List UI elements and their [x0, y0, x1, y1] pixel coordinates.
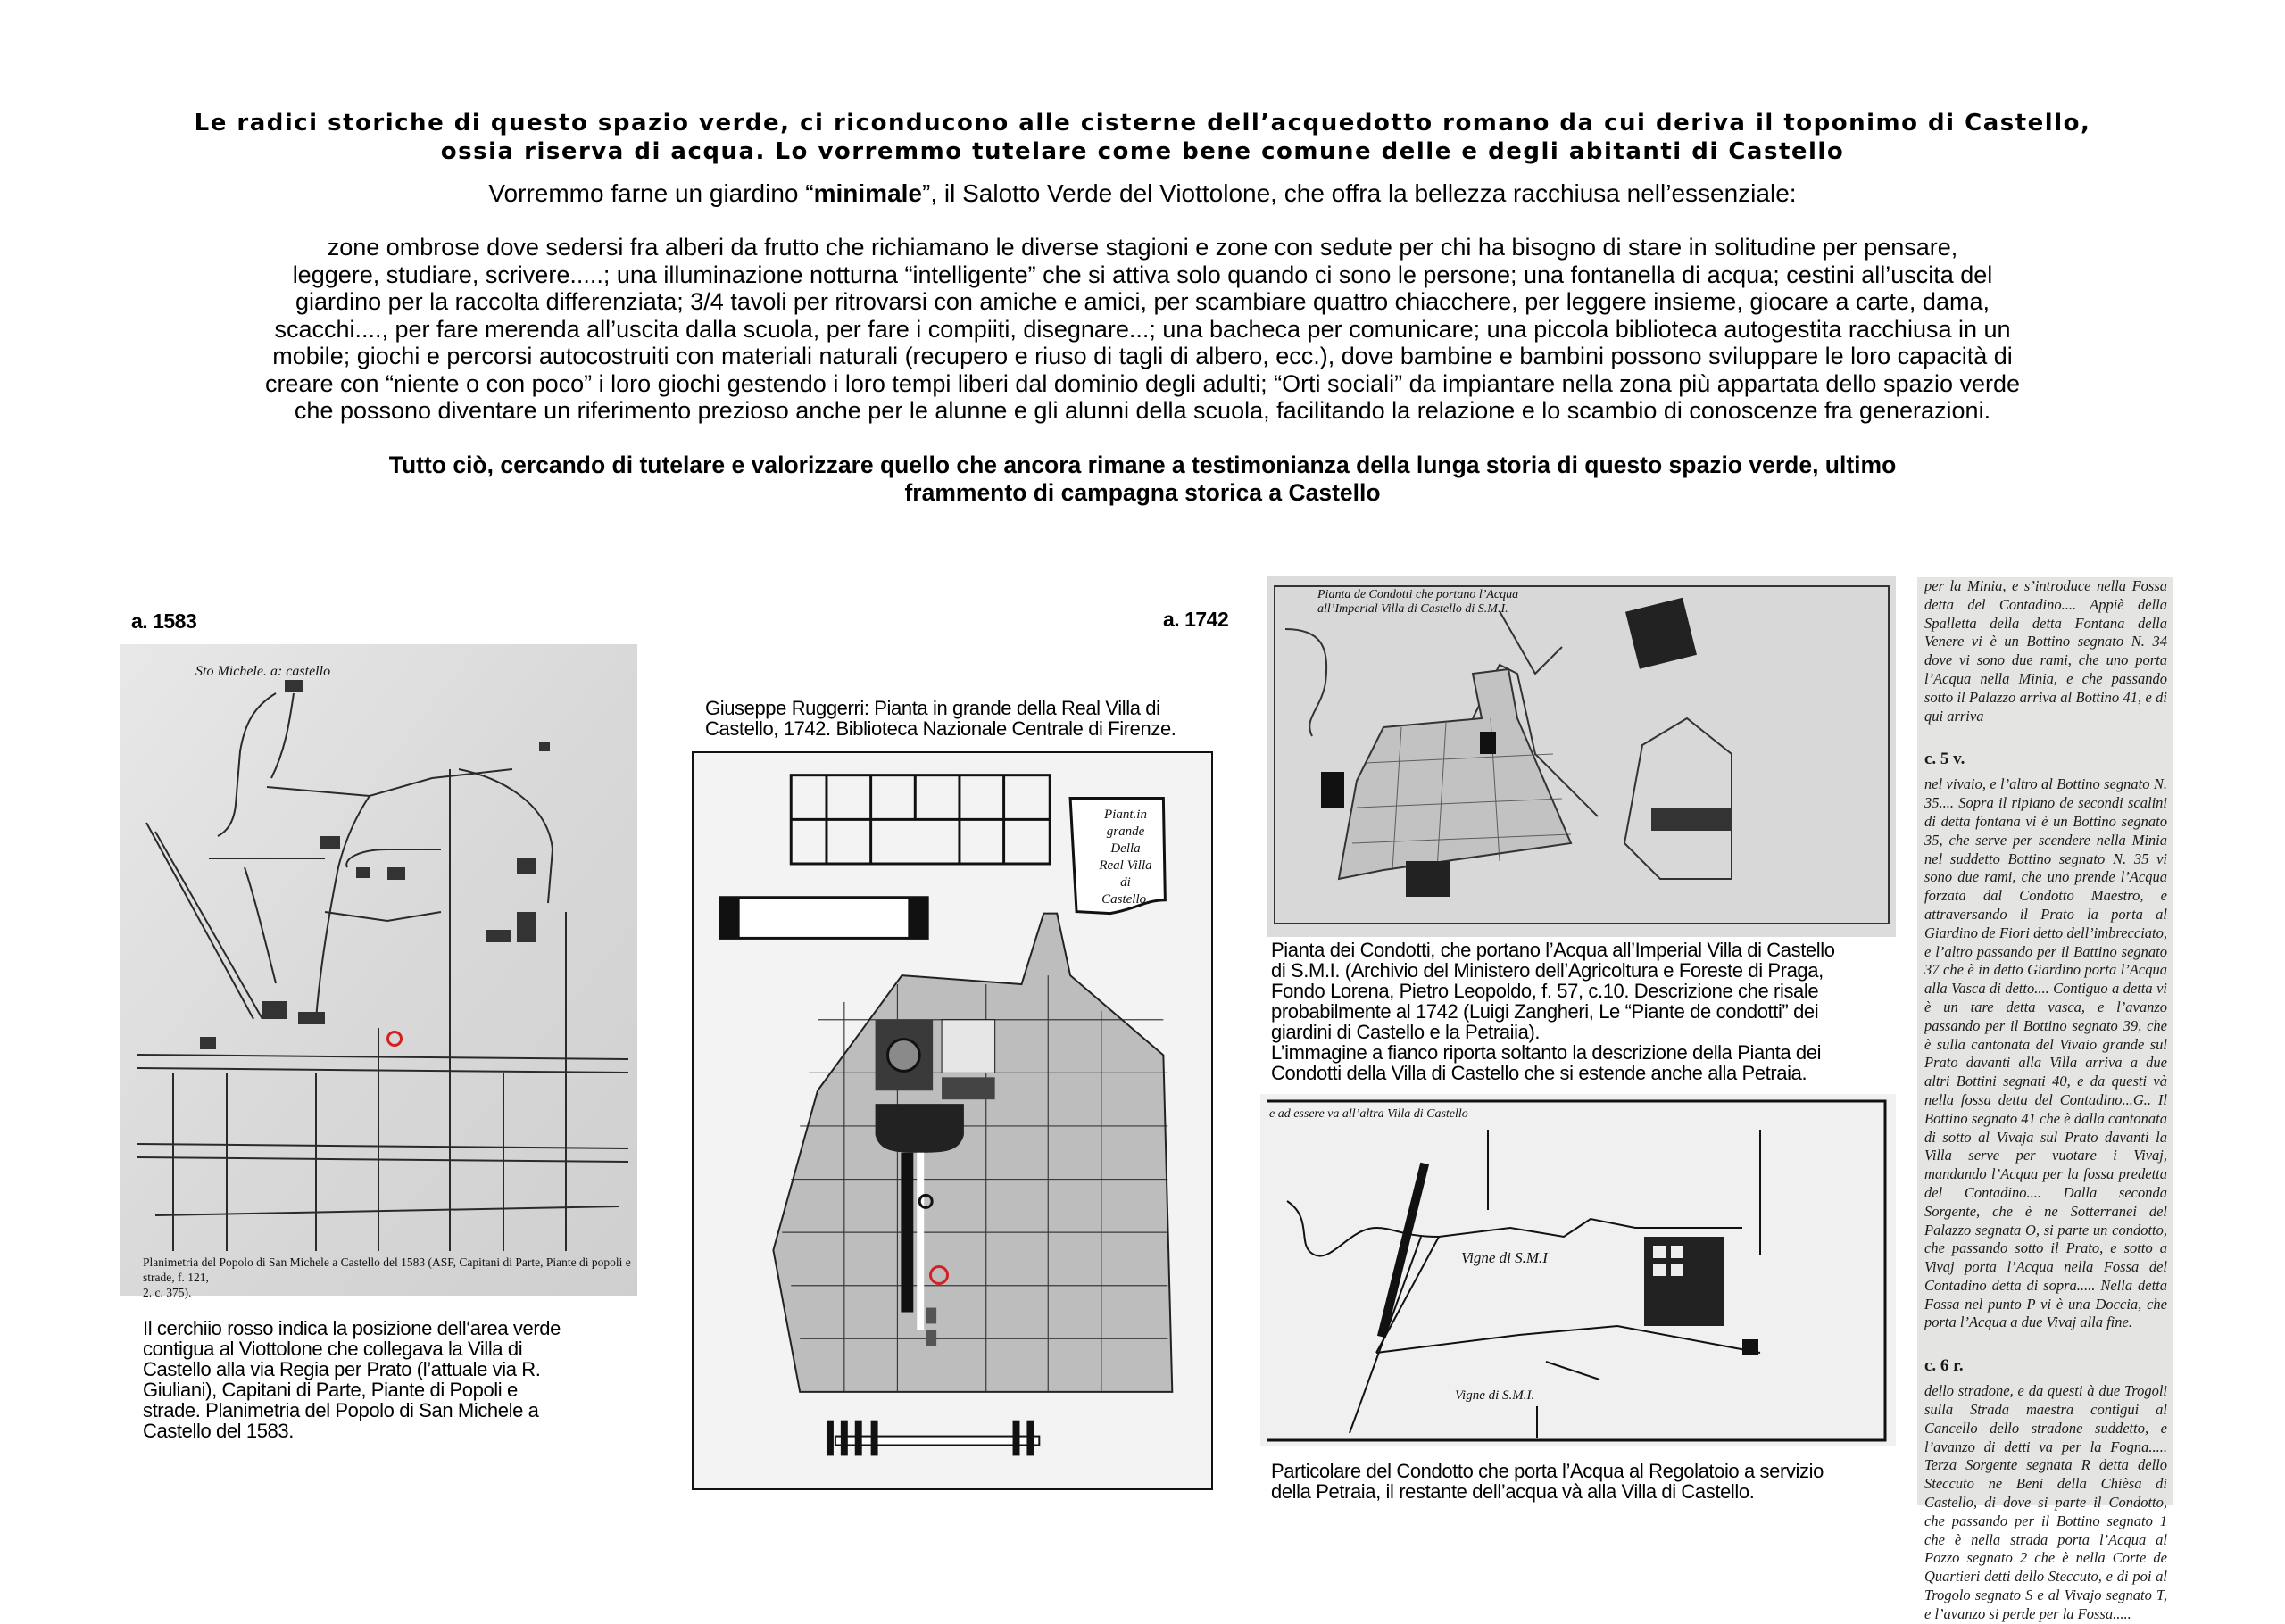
caption-regolatoio [1271, 1461, 1914, 1502]
map-1583-heading: Sto Michele. a: castello [195, 664, 331, 679]
caption-line: Castello, 1742. Biblioteca Nazionale Centrale di Firenze. [705, 717, 1176, 740]
caption-line: Castello alla via Regia per Prato (l’attuale via R. [143, 1358, 541, 1380]
scan-caption-line: Planimetria del Popolo di San Michele a Castello del 1583 (ASF, Capitani di Parte, Piante di popoli e strade, f. 121, [143, 1255, 631, 1284]
map-1742 [692, 751, 1213, 1490]
caption-line: L’immagine a fianco riporta soltanto la descrizione della Pianta dei [1271, 1041, 1822, 1064]
map-condotti-drawing [1267, 576, 1896, 937]
caption-1742 [705, 698, 1232, 739]
cartouche-line: Castello. [1101, 892, 1150, 907]
map-1583-scan-caption [143, 1255, 634, 1300]
caption-line: probabilmente al 1742 (Luigi Zangheri, Le “Piante de condotti” dei [1271, 1000, 1819, 1023]
map-1583-drawing [120, 644, 637, 1296]
cartouche-line: di [1120, 875, 1131, 890]
caption-line: Giuseppe Ruggerri: Pianta in grande della Real Villa di [705, 697, 1160, 719]
body-line: zone ombrose dove sedersi fra alberi da frutto che richiamano le diverse stagioni e zone con sedute per chi ha bisogno di stare in solitudine per pensare, [327, 234, 1958, 261]
body-line: giardino per la raccolta differenziata; 3/4 tavoli per ritrovarsi con amiche e amici, per scambiare quattro chiacchere, per leggere insieme, giocare a carte, dama, [295, 288, 1990, 315]
cartouche-line: Real Villa [1099, 858, 1152, 873]
intro-closing [214, 452, 2071, 507]
map-1583 [120, 644, 637, 1299]
scan-paragraph: nel vivaio, e l’altro al Bottino segnato N. 35.... Sopra il ripiano de secondi scalini di detta fontana vi è un Bottino segnato 35, che serve per scendere nella Minia nel suddetto Bottino segnato N. 35 vi sono due rami, che uno prende l’Acqua forzata dal Condotto Maestro, e attraversando il Prato la porta al Giardino de Fiori detto dell’imbrecciato, e l’altro passando per il Battino segnato 37 che è in detto Giardino porta l’Acqua alla Vasca di detto.... Contiguo a detta vi è un tare detta vasca, e l’avanzo passando per il Bottino segnato 39, che è sulla cantonata del Vivaio grande sul Prato davanti alla Villa arriva a due altri Bottini segnati 40, e da questi và nella fossa detta del Contadino...G.. Il Bottino segnato 41 che è dalla cantonata di sotto al Vivaja sul Prato davanti la Villa serve per vuotare i Vivaj, mandando l’Acqua per la fossa predetta del Contadino.... Dalla seconda Sorgente, che è ne Sotterranei del Palazzo segnata O, si parte un condotto, che passando sotto il Prato, e sotto a Vivaj porta l’Acqua nella Fossa del Contadino detta di sopra..... Nella detta Fossa nel punto P vi è una Doccia, che porta l’Acqua a due Vivaj alla fine. [1924, 775, 2167, 1331]
caption-line: Giuliani), Capitani di Parte, Piante di Popoli e [143, 1379, 518, 1401]
body-line: che possono diventare un riferimento prezioso anche per le alunne e gli alunni della scuola, facilitando la relazione e lo scambio di conoscenze fra generazioni. [294, 397, 1991, 424]
caption-line: strade. Planimetria del Popolo di San Michele a [143, 1399, 539, 1421]
lead-text: ”, il Salotto Verde del Viottolone, che offra la bellezza racchiusa nell’essenziale: [922, 179, 1797, 207]
scan-heading: c. 5 v. [1924, 750, 1965, 769]
caption-condotti [1271, 940, 1914, 1083]
body-line: mobile; giochi e percorsi autocostruiti con materiali naturali (recupero e riuso di tagli di albero, ecc.), dove bambine e bambini possono sviluppare le loro capacità di [272, 343, 2013, 369]
cartouche-line: Della [1110, 841, 1141, 856]
intro-title [107, 109, 2178, 166]
caption-line: di S.M.I. (Archivio del Ministero dell’Agricoltura e Foreste di Praga, [1271, 959, 1824, 982]
body-line: creare con “niente o con poco” i loro giochi gestendo i loro tempi liberi dal dominio degli adulti; “Orti sociali” da impiantare nella zona più appartata dello spazio verde [264, 369, 2021, 397]
intro-lead [107, 178, 2178, 209]
map-condotti-heading: Pianta de Condotti che portano l’Acqua all’Imperial Villa di Castello di S.M.I. [1317, 588, 1519, 616]
red-circle-marker [929, 1265, 949, 1285]
lead-bold-word: minimale [813, 179, 922, 207]
map-regolatoio [1260, 1094, 1896, 1446]
body-line: leggere, studiare, scrivere.....; una illuminazione notturna “intelligente” che si attiva solo quando ci sono le persone; una fontanella di acqua; cestini all’uscita del [292, 261, 1993, 288]
scan-heading: c. 6 r. [1924, 1356, 1964, 1376]
caption-line: giardini di Castello e la Petraiia). [1271, 1021, 1541, 1043]
cartouche-line: Piant.in grande [1104, 808, 1147, 839]
caption-line: Il cerchiio rosso indica la posizione dell‘area verde [143, 1317, 561, 1339]
intro-body [107, 234, 2178, 425]
closing-line: Tutto ciò, cercando di tutelare e valorizzare quello che ancora rimane a testimonianza della lunga storia di questo spazio verde, ultimo [388, 452, 1897, 478]
map-regolatoio-drawing [1260, 1094, 1896, 1446]
body-line: scacchi...., per fare merenda all’uscita dalla scuola, per fare i compiiti, disegnare...; una bacheca per comunicare; una piccola biblioteca autogestita racchiusa in un [274, 315, 2011, 343]
red-circle-marker [386, 1031, 403, 1047]
caption-line: Pianta dei Condotti, che portano l’Acqua all’Imperial Villa di Castello [1271, 939, 1835, 961]
caption-line: Fondo Lorena, Pietro Leopoldo, f. 57, c.10. Descrizione che risale [1271, 980, 1819, 1002]
description-scan [1917, 577, 2173, 1622]
intro-title-line: ossia riserva di acqua. Lo vorremmo tutelare come bene comune delle e degli abitanti di Castello [440, 138, 1845, 165]
caption-1583 [143, 1318, 643, 1441]
map-label-vigne: Vigne di S.M.I. [1455, 1388, 1535, 1403]
year-label-1742: a. 1742 [1163, 608, 1229, 631]
caption-line: Castello del 1583. [143, 1420, 294, 1442]
caption-line: Particolare del Condotto che porta l’Acqua al Regolatoio a servizio [1271, 1460, 1824, 1482]
map-label-vigne: Vigne di S.M.I [1461, 1249, 1548, 1266]
map-condotti [1267, 576, 1896, 937]
caption-line: Condotti della Villa di Castello che si estende anche alla Petraia. [1271, 1062, 1807, 1084]
lead-text: Vorremmo farne un giardino “ [488, 179, 814, 207]
scan-paragraph: dello stradone, e da questi à due Trogoli sulla Strada maestra contigui al Cancello dello stradone suddetto, e l’avanzo di detti va per la Fogna..... Terza Sorgente segnata R detta dello Steccuto ne Beni della Chièsa di Castello, di dove si parte il Condotto, che passando per il Bottino segnato 1 che è nella strada porta l’Acqua al Pozzo segnato 2 che è nella Corte de Quartieri detti dello Steccuto, e di poi al Trogolo segnato S e al Vivajo segnato T, e l’avanzo si perde per la Fossa..... [1924, 1382, 2167, 1622]
year-label-1583: a. 1583 [131, 609, 197, 633]
cartouche-title [1084, 807, 1167, 908]
closing-line: frammento di campagna storica a Castello [904, 479, 1381, 506]
intro-title-line: Le radici storiche di questo spazio verde, ci riconducono alle cisterne dell’acquedotto romano da cui deriva il toponimo di Castello, [194, 110, 2091, 137]
caption-line: della Petraia, il restante dell’acqua và alla Villa di Castello. [1271, 1480, 1755, 1503]
caption-line: contigua al Viottolone che collegava la Villa di [143, 1338, 523, 1360]
map-regolatoio-heading: e ad essere va all’altra Villa di Castello [1269, 1107, 1468, 1121]
scan-paragraph: per la Minia, e s’introduce nella Fossa detta del Contadino.... Appiè della Spalletta della detta Fontana della Venere vi è un Bottino segnato N. 34 dove vi sono due rami, che uno porta l’Acqua nella Minia, e che passando sotto il Palazzo arriva al Bottino 41, e di qui arriva [1924, 577, 2167, 725]
scan-caption-line: 2. c. 375). [143, 1286, 192, 1299]
